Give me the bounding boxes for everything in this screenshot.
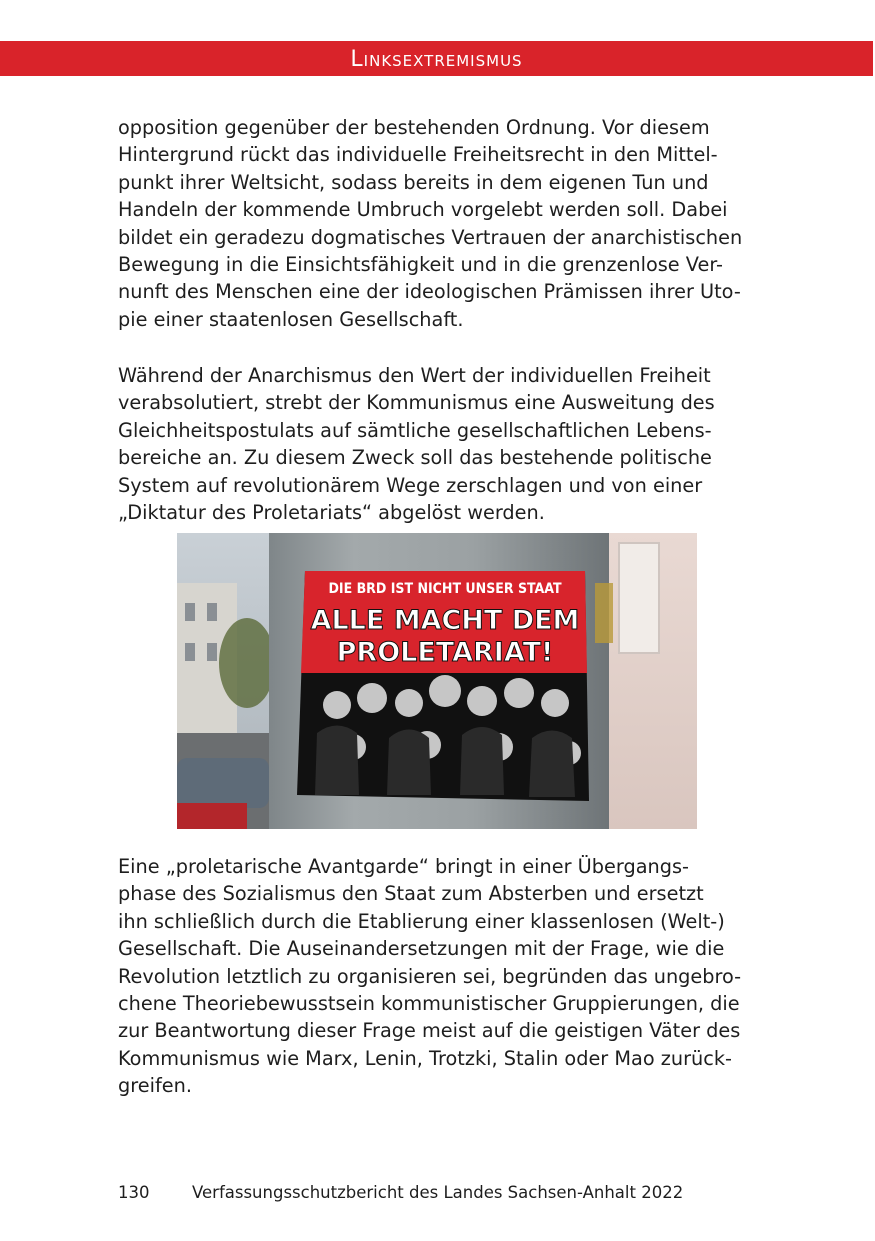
text-line: Handeln der kommende Umbruch vorgelebt werden soll. Dabei <box>118 198 728 222</box>
page-number: 130 <box>118 1183 150 1202</box>
tree <box>219 618 275 708</box>
publication-title: Verfassungsschutzbericht des Landes Sachsen-Anhalt 2022 <box>192 1183 684 1202</box>
text-line: verabsolutiert, strebt der Kommunismus eine Ausweitung des <box>118 391 715 415</box>
text-line: „Diktatur des Proletariats“ abgelöst werden. <box>118 501 545 525</box>
text-line: pie einer staatenlosen Gesellschaft. <box>118 307 464 331</box>
paragraph-2 <box>118 362 758 526</box>
text-line: ihn schließlich durch die Etablierung einer klassenlosen (Welt-) <box>118 909 725 933</box>
sticker-photo <box>177 533 697 829</box>
sticker-headline-1: ALLE MACHT DEM <box>310 605 580 636</box>
text-line: Eine „proletarische Avantgarde“ bringt in einer Übergangs- <box>118 855 689 878</box>
sticker-headline-2: PROLETARIAT! <box>336 637 554 668</box>
text-line: Während der Anarchismus den Wert der individuellen Freiheit <box>118 364 711 387</box>
text-line: Bewegung in die Einsichtsfähigkeit und in die grenzenlose Ver- <box>118 253 723 277</box>
text-line: bereiche an. Zu diesem Zweck soll das bestehende politische <box>118 446 712 470</box>
text-line: System auf revolutionärem Wege zerschlagen und von einer <box>118 473 703 497</box>
text-line: zur Beantwortung dieser Frage meist auf die geistigen Väter des <box>118 1019 741 1043</box>
text-line: greifen. <box>118 1074 192 1098</box>
text-line: Revolution letztlich zu organisieren sei, begründen das ungebro- <box>118 964 742 988</box>
paragraph-3 <box>118 853 758 1100</box>
text-line: chene Theoriebewusstsein kommunistischer Gruppierungen, die <box>118 992 740 1016</box>
section-title: Linksextremismus <box>350 47 523 72</box>
text-line: Gesellschaft. Die Auseinandersetzungen mit der Frage, wie die <box>118 937 725 961</box>
text-line: Kommunismus wie Marx, Lenin, Trotzki, Stalin oder Mao zurück- <box>118 1046 732 1070</box>
text-line: nunft des Menschen eine der ideologischen Prämissen ihrer Uto- <box>118 280 741 304</box>
section-header-bar <box>0 41 873 76</box>
text-line: Hintergrund rückt das individuelle Freiheitsrecht in den Mittel- <box>118 143 718 167</box>
text-line: bildet ein geradezu dogmatisches Vertrauen der anarchistischen <box>118 225 743 249</box>
sticker-top-text: DIE BRD IST NICHT UNSER STAAT <box>328 581 562 597</box>
text-line: opposition gegenüber der bestehenden Ordnung. Vor diesem <box>118 116 710 139</box>
paragraph-1 <box>118 114 758 333</box>
parked-car <box>177 758 269 808</box>
text-line: punkt ihrer Weltsicht, sodass bereits in dem eigenen Tun und <box>118 170 709 194</box>
text-line: Gleichheitspostulats auf sämtliche gesellschaftlichen Lebens- <box>118 418 712 442</box>
text-line: phase des Sozialismus den Staat zum Absterben und ersetzt <box>118 882 704 906</box>
